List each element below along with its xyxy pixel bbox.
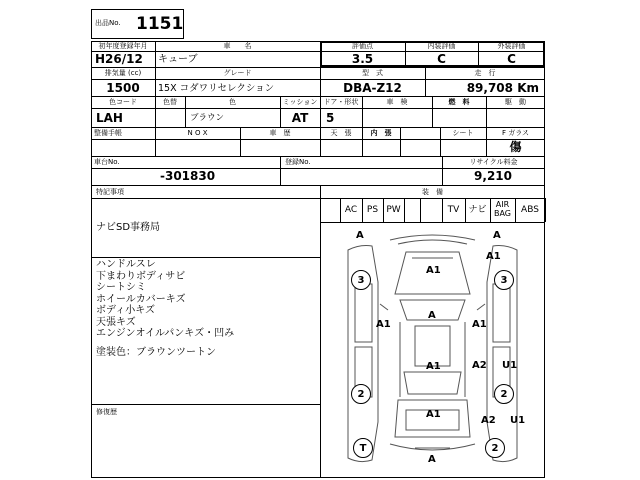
first-reg-label: 初年度登録年月 [98, 42, 148, 50]
damage-quarter-right: A2 [472, 360, 487, 371]
damage-rear-bumper: A [428, 454, 436, 465]
damage-roof: A [428, 310, 436, 321]
lot-number: 1151 [136, 14, 184, 34]
doors-label: ドア・形状 [323, 98, 359, 106]
notes-list [96, 259, 234, 340]
car-damage-diagram [320, 222, 545, 478]
recycle-label: リサイクル料金 [469, 158, 518, 166]
damage-rear-right-2: U1 [510, 415, 526, 426]
note-line: 下まわりボディサビ [96, 270, 186, 282]
color-label: 色 [229, 98, 236, 106]
damage-rear-right: A2 [481, 415, 496, 426]
model-value: DBA-Z12 [343, 81, 402, 95]
note-line: ボディ小キズ [96, 305, 155, 316]
note-line: ハンドルスレ [96, 259, 156, 270]
tire-rear-left: 2 [351, 384, 371, 404]
exterior-score-label: 外装評価 [497, 42, 526, 50]
repair-section-label: 修復歴 [96, 408, 117, 416]
note-line: 天張キズ [96, 316, 136, 328]
drive-label: 駆 動 [505, 98, 526, 106]
lot-number-box [91, 9, 184, 39]
damage-door-right: A1 [472, 319, 487, 330]
fuel-label: 燃 料 [448, 98, 470, 106]
model-label: 型 式 [362, 69, 383, 77]
mileage-label: 走 行 [474, 69, 496, 77]
interior-score-label: 内装評価 [427, 42, 456, 50]
color-value: ブラウン [190, 113, 225, 123]
interior-score-value: C [437, 52, 446, 66]
equipment-divider [404, 198, 405, 222]
tire-front-left: 3 [351, 270, 371, 290]
equipment-item: PW [386, 205, 401, 215]
equipment-divider [420, 198, 421, 222]
color-code-value: LAH [96, 111, 123, 125]
damage-cabin-lower: A1 [426, 361, 441, 372]
displacement-value: 1500 [106, 81, 140, 95]
seat-label: シート [452, 129, 474, 137]
damage-rear-hatch: A1 [426, 409, 441, 420]
fglass-label: F ガラス [501, 129, 530, 137]
damage-door-left: A1 [376, 319, 391, 330]
note-line: エンジンオイルパンキズ・凹み [96, 328, 235, 339]
score-value: 3.5 [351, 52, 374, 66]
paint-note: 塗装色：ブラウンツートン [96, 347, 216, 358]
equipment-item: TV [447, 205, 460, 215]
equipment-item: ナビ [468, 205, 487, 215]
damage-hood: A1 [426, 265, 441, 276]
grade-value: 15X コダワリセレクション [158, 83, 275, 94]
recycle-value: 9,210 [474, 169, 512, 183]
inspection-label: 車 検 [386, 98, 408, 106]
lot-number-label: 出品No. [95, 19, 121, 27]
tire-rear-right: 2 [494, 384, 514, 404]
displacement-label: 排気量 (cc) [104, 69, 142, 77]
fglass-value: 傷 [509, 140, 522, 154]
tire-front-right: 3 [494, 270, 514, 290]
make-label: 車 名 [223, 42, 252, 50]
interior-trim-label: 内 張 [370, 129, 392, 137]
chassis-label: 車台No. [94, 158, 120, 166]
exterior-score-value: C [507, 52, 516, 66]
spare-tire-right: 2 [485, 438, 505, 458]
equipment-item: AC [344, 205, 358, 215]
transmission-value: AT [291, 111, 309, 125]
doors-value: 5 [326, 111, 335, 125]
damage-front-right: A [493, 230, 501, 241]
notes-section-label: 特記事項 [96, 188, 124, 196]
damage-fender-top-right: A1 [486, 251, 501, 262]
equipment-item: PS [366, 205, 379, 215]
equipment-section-label: 装 備 [422, 188, 443, 196]
equipment-item: AIR BAG [493, 200, 512, 218]
score-label: 評価点 [352, 42, 373, 50]
equipment-item: ABS [521, 205, 539, 215]
color-code-label: 色コード [109, 98, 137, 106]
mileage-value: 89,708 Km [466, 81, 539, 95]
equipment-divider [545, 198, 546, 222]
manual-label: 整備手帳 [94, 129, 122, 137]
grade-label: グレード [223, 69, 252, 77]
color-change-label: 色替 [163, 98, 177, 106]
note-line: ホイールカバーキズ [96, 293, 186, 305]
navi-note: ナビSD事務局 [96, 222, 161, 233]
nox-label: N O X [187, 129, 208, 137]
roof-label: 天 張 [330, 129, 352, 137]
damage-quarter-right-2: U1 [502, 360, 518, 371]
damage-front-left: A [356, 230, 364, 241]
transmission-label: ミッション [282, 98, 318, 106]
regno-label: 登録No. [285, 158, 311, 166]
history-label: 車 歴 [269, 129, 291, 137]
spare-tire: T [353, 438, 373, 458]
note-line: シートシミ [96, 282, 146, 293]
first-reg-value: H26/12 [95, 52, 143, 66]
chassis-value: -301830 [160, 169, 216, 183]
make-value: キューブ [158, 54, 198, 65]
